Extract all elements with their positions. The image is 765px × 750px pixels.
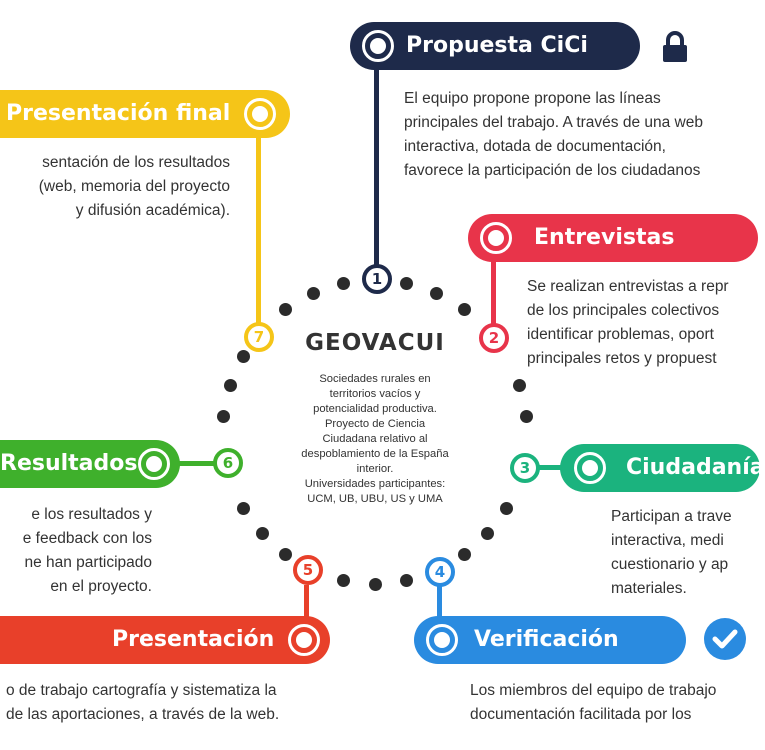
connector-line-5 — [304, 585, 309, 620]
desc-line: favorece la participación de los ciudadanos — [404, 162, 701, 179]
step-3-pill — [560, 444, 765, 492]
desc-line: y difusión académica). — [75, 202, 230, 219]
step-5-title: Presentación — [112, 627, 275, 652]
step-4-title: Verificación — [474, 627, 619, 652]
desc-line: sentación de los resultados — [42, 154, 230, 171]
center-line: Sociedades rurales en — [319, 373, 431, 385]
target-icon — [288, 624, 320, 656]
step-5-pill — [0, 616, 330, 664]
lock-icon — [661, 30, 689, 64]
ring-dot — [237, 350, 250, 363]
desc-line: e los resultados y — [31, 506, 152, 523]
step-6-pill — [0, 440, 180, 488]
step-4-pill — [414, 616, 686, 664]
ring-dot — [430, 287, 443, 300]
target-icon — [480, 222, 512, 254]
ring-dot — [513, 379, 526, 392]
step-1-number: 1 — [362, 264, 392, 294]
target-icon — [362, 30, 394, 62]
step-2-title: Entrevistas — [534, 225, 675, 250]
desc-line: El equipo propone propone las líneas — [404, 90, 661, 107]
connector-line-7 — [256, 130, 261, 325]
target-icon — [574, 452, 606, 484]
step-7-title: Presentación final — [6, 101, 231, 126]
step-4-description — [470, 679, 716, 727]
desc-line: ne han participado — [24, 554, 152, 571]
step-6-description — [0, 503, 152, 599]
desc-line: en el proyecto. — [50, 578, 152, 595]
ring-dot — [224, 379, 237, 392]
target-icon — [426, 624, 458, 656]
desc-line: cuestionario y ap — [611, 556, 729, 573]
desc-line: materiales. — [611, 580, 687, 597]
desc-line: e feedback con los — [22, 530, 152, 547]
step-2-description — [527, 275, 729, 371]
desc-line: de las aportaciones, a través de la web. — [6, 706, 280, 723]
ring-dot — [337, 574, 350, 587]
ring-dot — [481, 527, 494, 540]
step-7-description — [0, 151, 230, 223]
connector-line-6 — [175, 461, 215, 466]
step-1-description — [404, 87, 703, 183]
center-description — [275, 372, 475, 507]
step-1-pill — [350, 22, 640, 70]
desc-line: (web, memoria del proyecto — [38, 178, 230, 195]
center-line: territorios vacíos y — [329, 388, 421, 400]
ring-dot — [237, 502, 250, 515]
step-7-number: 7 — [244, 322, 274, 352]
center-line: despoblamiento de la España — [301, 448, 449, 460]
desc-line: Se realizan entrevistas a repr — [527, 278, 729, 295]
step-5-description — [6, 679, 279, 727]
step-4-number: 4 — [425, 557, 455, 587]
ring-dot — [307, 287, 320, 300]
center-title: GEOVACUI — [305, 330, 445, 356]
desc-line: identificar problemas, oport — [527, 326, 714, 343]
ring-dot — [369, 578, 382, 591]
center-line: Proyecto de Ciencia — [324, 418, 426, 430]
desc-line: documentación facilitada por los — [470, 706, 692, 723]
ring-dot — [279, 303, 292, 316]
ring-dot — [400, 574, 413, 587]
desc-line: principales retos y propuest — [527, 350, 717, 367]
center-line: Universidades participantes: — [304, 478, 446, 490]
center-line: Ciudadana relativo al — [322, 433, 428, 445]
step-3-number: 3 — [510, 453, 540, 483]
ring-dot — [458, 303, 471, 316]
step-1-title: Propuesta CiCi — [406, 33, 588, 58]
step-2-pill — [468, 214, 758, 262]
check-circle-icon — [703, 617, 747, 661]
step-6-title: Resultados — [0, 451, 138, 476]
ring-dot — [400, 277, 413, 290]
step-5-number: 5 — [293, 555, 323, 585]
desc-line: principales del trabajo. A través de una web — [404, 114, 703, 131]
desc-line: o de trabajo cartografía y sistematiza la — [6, 682, 277, 699]
ring-dot — [256, 527, 269, 540]
step-3-description — [611, 505, 732, 601]
ring-dot — [217, 410, 230, 423]
target-icon — [138, 448, 170, 480]
connector-line-4 — [437, 585, 442, 617]
desc-line: Participan a trave — [611, 508, 732, 525]
desc-line: interactiva, medi — [611, 532, 724, 549]
ring-dot — [520, 410, 533, 423]
step-3-title: Ciudadanía — [626, 455, 765, 480]
ring-dot — [279, 548, 292, 561]
step-7-pill — [0, 90, 290, 138]
desc-line: de los principales colectivos — [527, 302, 720, 319]
desc-line: Los miembros del equipo de trabajo — [470, 682, 717, 699]
target-icon — [244, 98, 276, 130]
ring-dot — [500, 502, 513, 515]
center-line: UCM, UB, UBU, US y UMA — [307, 493, 443, 505]
connector-line-1 — [374, 60, 379, 265]
step-2-number: 2 — [479, 323, 509, 353]
step-6-number: 6 — [213, 448, 243, 478]
center-line: potencialidad productiva. — [313, 403, 437, 415]
ring-dot — [337, 277, 350, 290]
ring-dot — [458, 548, 471, 561]
desc-line: interactiva, dotada de documentación, — [404, 138, 666, 155]
center-line: interior. — [356, 463, 394, 475]
